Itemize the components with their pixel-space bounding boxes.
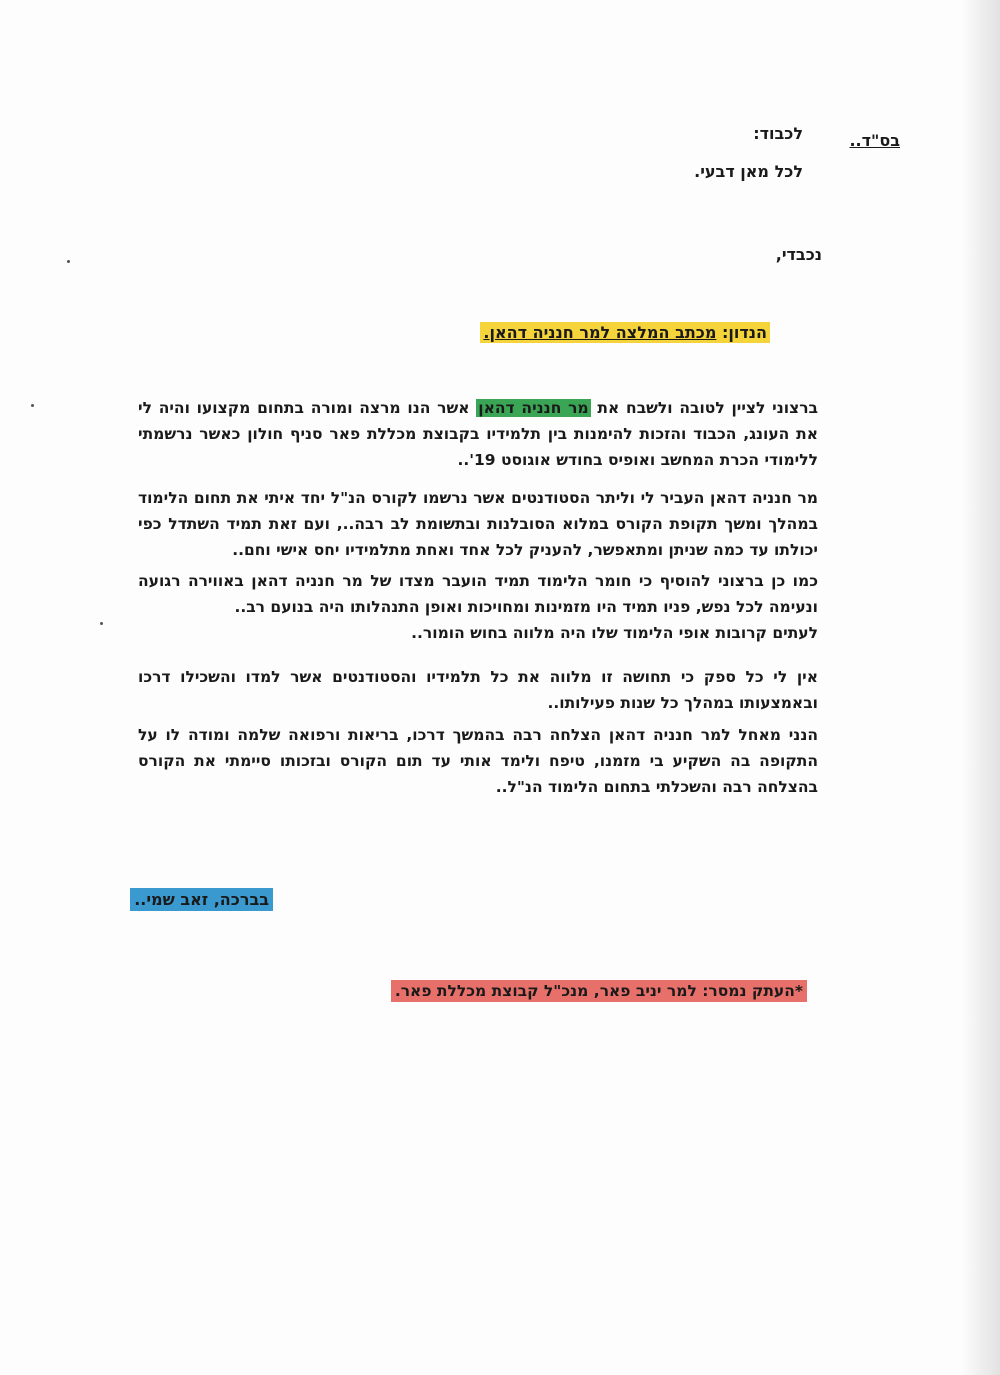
greeting: נכבדי, <box>775 245 822 264</box>
p3-humor: לעתים קרובות אופי הלימוד שלו היה מלווה בחוש הומור.. <box>411 624 818 642</box>
bsd-mark: בס"ד.. <box>849 131 900 150</box>
paragraph-3 <box>138 568 818 646</box>
paragraph-2 <box>138 485 818 563</box>
subject-line <box>480 322 770 343</box>
paragraph-5 <box>138 722 818 800</box>
scan-edge-shadow <box>962 0 1000 1375</box>
p2-text: מר חנניה דהאן העביר לי וליתר הסטודנטים אשר נרשמו לקורס הנ"ל יחד איתי את תחום הלימוד במהלך ומשך תקופת הקורס במלוא הסובלנות ובתשומת לב רבה.., ועם זאת תמיד השתדל כפי יכולתו עד כמה שניתן ומתאפשר, להעניק לכל אחד ואחת מתלמידיו יחס אישי וחם.. <box>138 489 818 559</box>
p3-text: כמו כן ברצוני להוסיף כי חומר הלימוד תמיד הועבר מצדו של מר חנניה דהאן באווירה רגועה ונעימה לכל נפש, פניו תמיד היו מזמינות ומחויכות ואופן התנהלותו היה בנועם רב.. <box>138 572 818 616</box>
scan-speck <box>67 260 70 263</box>
p1-rest: אשר הנו מרצה ומורה בתחום מקצועו והיה לי את העונג, הכבוד והזכות להימנות בין תלמידיו בקבוצת מכללת פאר סניף חולון כאשר נרשמתי ללימודי הכרת המחשב ואופיס בחודש אוגוסט 19'.. <box>138 399 818 469</box>
scan-speck <box>100 622 103 625</box>
recipient-label: לכבוד: <box>753 124 803 143</box>
p4-text: אין לי כל ספק כי תחושה זו מלווה את כל תלמידיו והסטודנטים אשר למדו והשכילו דרכו ובאמצעותו במהלך כל שנות פעילותו.. <box>138 668 818 712</box>
paragraph-4 <box>138 664 818 716</box>
subject-text: מכתב המלצה למר חנניה דהאן. <box>483 323 717 342</box>
recipient-line: לכל מאן דבעי. <box>694 162 803 181</box>
p1-intro: ברצוני לציין לטובה ולשבח את <box>590 399 818 417</box>
scan-speck <box>31 404 34 407</box>
cc-note: *העתק נמסר: למר יניב פאר, מנכ"ל קבוצת מכללת פאר. <box>391 980 807 1002</box>
name-highlight: מר חנניה דהאן <box>478 399 589 417</box>
p5-text: הנני מאחל למר חנניה דהאן הצלחה רבה בהמשך דרכו, בריאות ורפואה שלמה ומודה לו על התקופה בה השקיע בי מזמנו, טיפח ולימד אותי עד תום הקורס ובזכותו סיימתי את הקורס בהצלחה רבה והשכלתי בתחום הלימוד הנ"ל.. <box>138 726 818 796</box>
subject-label: הנדון: <box>721 323 767 342</box>
signature: בברכה, זאב שמי.. <box>130 888 273 911</box>
paragraph-1 <box>138 395 818 473</box>
